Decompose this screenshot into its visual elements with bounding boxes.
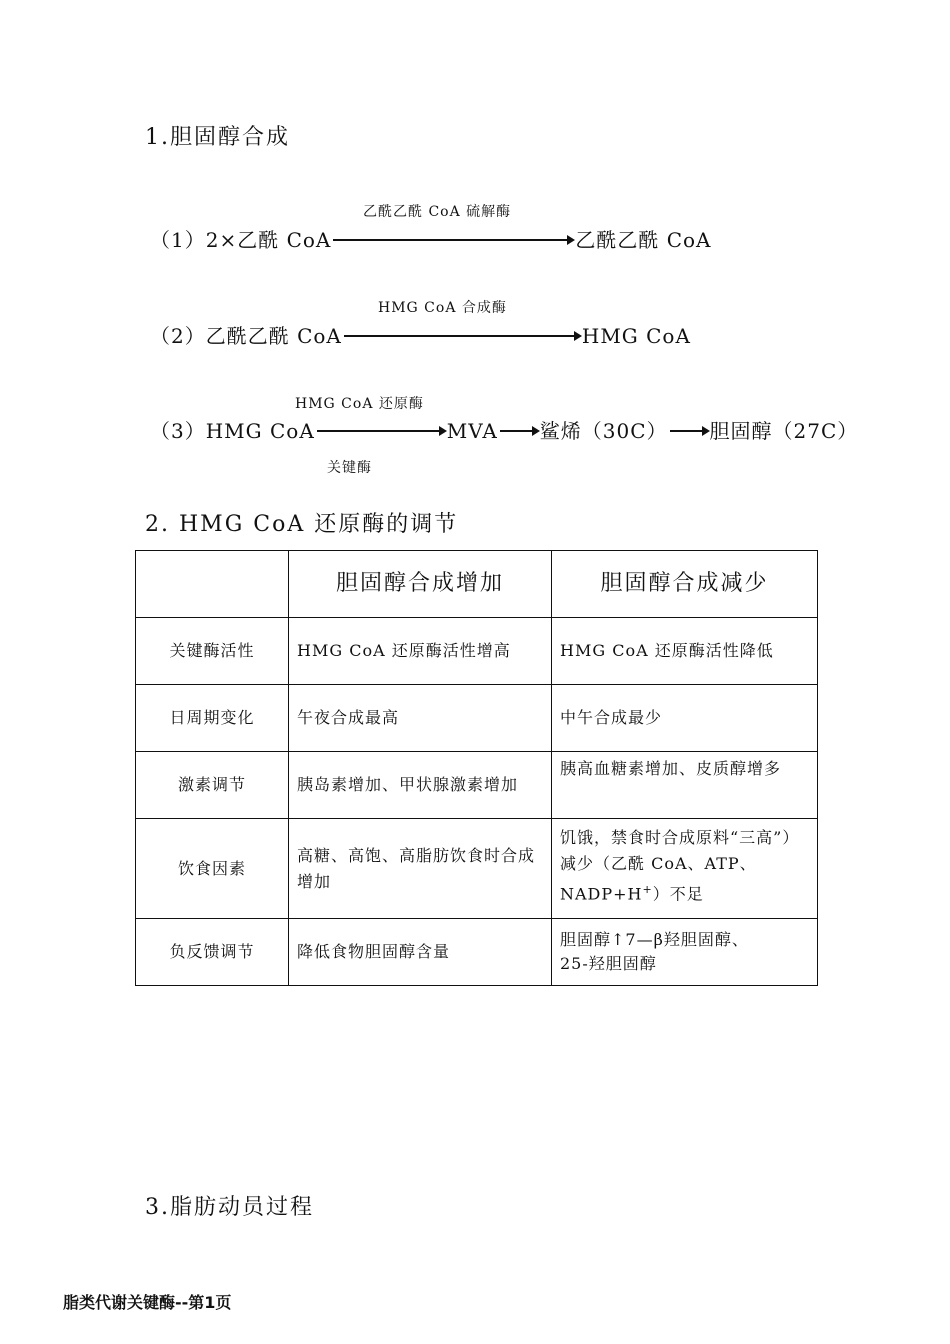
reaction1-substrate: （1）2×乙酰 CoA xyxy=(150,228,332,252)
table-row xyxy=(136,752,818,819)
key-enzyme-note: 关键酶 xyxy=(327,460,372,476)
cell-decrease-line1: 胆固醇↑7—β羟胆固醇、 xyxy=(560,930,749,949)
reaction2-product: HMG CoA xyxy=(581,324,691,348)
reaction3-cholesterol: 胆固醇（27C） xyxy=(709,419,859,443)
reaction2-enzyme: HMG CoA 合成酶 xyxy=(378,300,507,316)
row-label: 饮食因素 xyxy=(136,819,289,919)
cell-decrease-sup: + xyxy=(642,883,653,897)
cell-increase: 午夜合成最高 xyxy=(289,685,552,752)
row-label: 日周期变化 xyxy=(136,685,289,752)
reaction1-arrow xyxy=(333,239,573,241)
cell-decrease xyxy=(552,919,818,986)
table-row xyxy=(136,919,818,986)
table-row xyxy=(136,819,818,919)
table-row xyxy=(136,618,818,685)
table-corner-cell xyxy=(136,551,289,618)
reaction2-substrate: （2）乙酰乙酰 CoA xyxy=(150,324,342,348)
section1-heading: 1.胆固醇合成 xyxy=(145,125,290,150)
col-header-decrease: 胆固醇合成减少 xyxy=(552,551,818,618)
cell-decrease-line3: ）不足 xyxy=(652,884,704,904)
reaction2 xyxy=(150,320,691,349)
reaction1-enzyme: 乙酰乙酰 CoA 硫解酶 xyxy=(363,204,512,220)
reaction3-enzyme: HMG CoA 还原酶 xyxy=(295,396,424,412)
cell-increase: HMG CoA 还原酶活性增高 xyxy=(289,618,552,685)
reaction3-arrow3 xyxy=(670,430,708,432)
cell-decrease-line1: 饥饿，禁食时合成原料“三高”）减少（乙酰 CoA、ATP、 xyxy=(560,828,800,874)
row-label: 负反馈调节 xyxy=(136,919,289,986)
reaction3-arrow2 xyxy=(500,430,538,432)
cell-decrease-line2: 25-羟胆固醇 xyxy=(560,954,657,973)
cell-decrease: HMG CoA 还原酶活性降低 xyxy=(552,618,818,685)
table-header-row xyxy=(136,551,818,618)
reaction3-substrate: （3）HMG CoA xyxy=(150,419,315,443)
section3-heading: 3.脂肪动员过程 xyxy=(145,1195,314,1220)
regulation-table xyxy=(135,550,818,986)
cell-decrease xyxy=(552,819,818,919)
cell-increase: 降低食物胆固醇含量 xyxy=(289,919,552,986)
section2-heading: 2. HMG CoA 还原酶的调节 xyxy=(145,512,459,537)
row-label: 激素调节 xyxy=(136,752,289,819)
cell-increase: 胰岛素增加、甲状腺激素增加 xyxy=(289,752,552,819)
cell-increase: 高糖、高饱、高脂肪饮食时合成增加 xyxy=(289,819,552,919)
cell-decrease: 胰高血糖素增加、皮质醇增多 xyxy=(552,752,818,819)
cell-decrease-line2: NADP+H xyxy=(560,884,643,904)
reaction3-squalene: 鲨烯（30C） xyxy=(539,419,668,443)
reaction3-mva: MVA xyxy=(446,419,498,443)
col-header-increase: 胆固醇合成增加 xyxy=(289,551,552,618)
reaction2-arrow xyxy=(344,335,580,337)
reaction1 xyxy=(150,224,712,253)
row-label: 关键酶活性 xyxy=(136,618,289,685)
reaction3-arrow1 xyxy=(317,430,445,432)
reaction1-product: 乙酰乙酰 CoA xyxy=(575,228,712,252)
table-row xyxy=(136,685,818,752)
cell-decrease: 中午合成最少 xyxy=(552,685,818,752)
reaction3 xyxy=(150,415,858,444)
page-footer: 脂类代谢关键酶--第1页 xyxy=(63,1293,232,1312)
